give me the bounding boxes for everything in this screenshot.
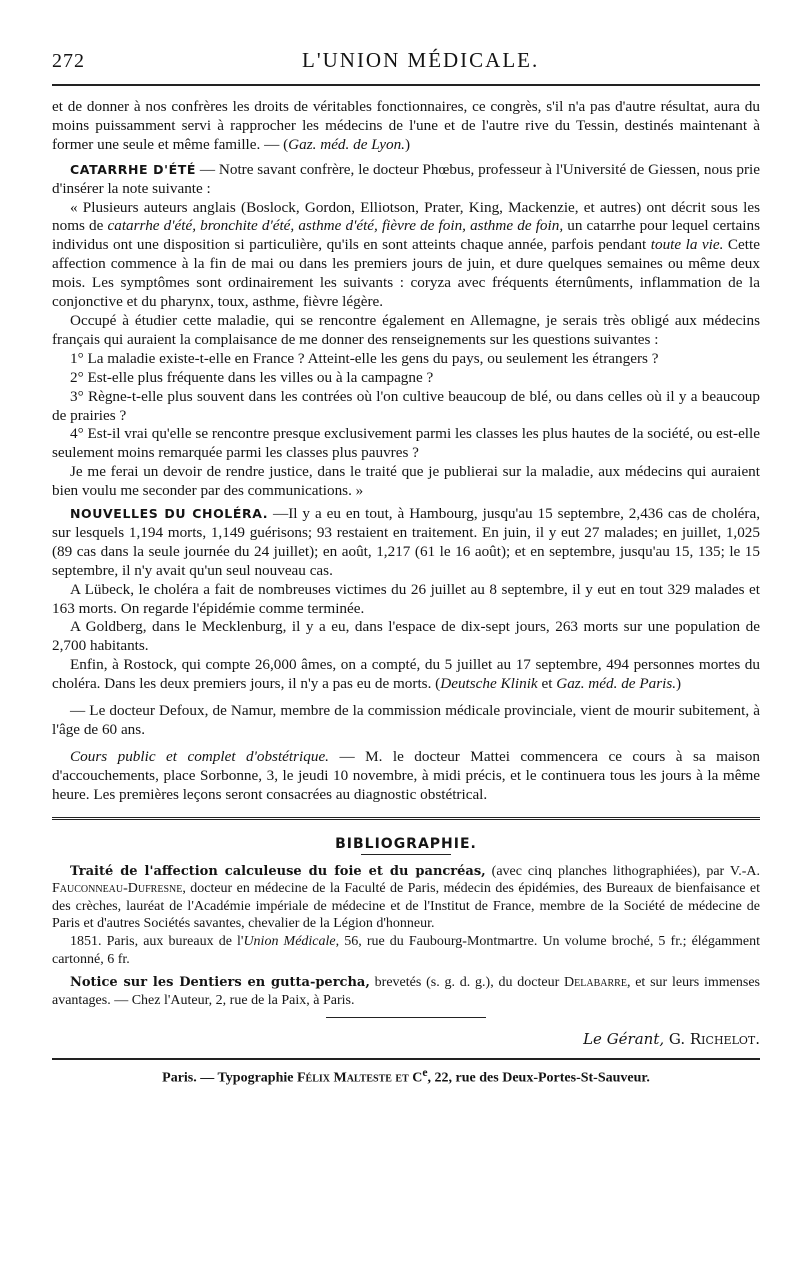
signature: [52, 1030, 760, 1048]
footer-rule: [52, 1058, 760, 1060]
cholera-paragraph-4: [52, 656, 760, 694]
book-title: Traité de l'affection calculeuse du foie et du pancréas,: [70, 863, 486, 879]
paragraph-text: un catarrhe pour lequel certains individus ont une disposition si particulière, qu'ils en sont atteints chaque année, parfois pendant: [52, 217, 760, 254]
bibliography-entry-1-publisher: [52, 933, 760, 968]
footer-superscript: e: [422, 1066, 428, 1080]
cours-paragraph: [52, 748, 760, 805]
course-title: Cours public et complet d'obstétrique.: [70, 747, 329, 765]
printer-name: Félix Malteste et C: [296, 1071, 423, 1087]
question-3: 3° Règne-t-elle plus souvent dans les contrées où l'on cultive beaucoup de blé, ou dans celles où il y a beaucoup de prairies ?: [52, 387, 760, 424]
question-4: 4° Est-il vrai qu'elle se rencontre presque exclusivement parmi les classes les plus hautes de la société, ou est-elle seulement moins remarquée parmi les classes plus pauvres ?: [52, 425, 760, 462]
question-1: 1° La maladie existe-t-elle en France ? Atteint-elle les gens du pays, ou seulement les étrangers ?: [70, 349, 659, 367]
paragraph-text: Enfin, à Rostock, qui compte 26,000 âmes, on a compté, du 5 juillet au 17 septembre, 494 personnes mortes du choléra. Dans les deux premiers jours, il n'y a pas eu de morts. (: [52, 656, 760, 693]
catarrhe-paragraph: Occupé à étudier cette maladie, qui se rencontre également en Allemagne, je serais très obligé aux médecins français qui auraient la complaisance de me donner des renseignements sur les questions suivantes :: [52, 311, 760, 348]
source-citation: Gaz. méd. de Paris.: [556, 675, 677, 693]
paragraph-text: — Notre savant confrère, le docteur Phœbus, professeur à l'Université de Giessen, nous prie d'insérer la note suivante :: [52, 160, 760, 197]
entry-text: brevetés (s. g. d. g.), du docteur: [369, 975, 565, 991]
bibliography-rule: [361, 854, 451, 855]
paragraph-text: Cette affection commence à la fin de mai ou dans les premiers jours de juin, et dure quelques semaines ou même deux mois. Les symptômes sont ordinairement les suivants : coryza avec fréquents éternûments, inflammation de la conjonctive et du pharynx, toux, asthme, fièvre légère.: [52, 236, 760, 311]
section-divider: [52, 817, 760, 820]
signature-name: G. Richelot.: [664, 1030, 760, 1049]
source-citation: Gaz. méd. de Lyon.: [288, 135, 405, 153]
page-number: 272: [52, 50, 85, 72]
emphasis-text: toute la vie.: [650, 236, 724, 254]
paragraph-text: « Plusieurs auteurs anglais (Boslock, Gordon, Elliotson, Prater, King, Mackenzie, et autres) ont décrit sous les noms de: [52, 198, 760, 235]
source-citation: Deutsche Klinik: [440, 675, 538, 693]
page-header: [52, 48, 760, 74]
catarrhe-closing: Je me ferai un devoir de rendre justice, dans le traité que je publierai sur la maladie, aux médecins qui auraient bien voulu me seconder par des communications. »: [52, 463, 760, 500]
running-title: L'UNION MÉDICALE.: [302, 48, 540, 72]
section-heading-cholera: NOUVELLES DU CHOLÉRA.: [70, 506, 269, 522]
printer-footer: [52, 1066, 760, 1087]
disease-names: catarrhe d'été, bronchite d'été, asthme d'été, fièvre de foin, asthme de foin,: [107, 217, 564, 235]
cholera-paragraph-3: A Goldberg, dans le Mecklenburg, il y a eu, dans l'espace de dix-sept jours, 263 morts sur une population de 2,700 habitants.: [52, 618, 760, 655]
bibliography-entry-1: [52, 863, 760, 933]
section-heading-catarrhe: CATARRHE D'ÉTÉ: [70, 161, 196, 177]
author-name: Delabarre: [564, 975, 627, 991]
paragraph-text: et de donner à nos confrères les droits de véritables fonctionnaires, ce congrès, s'il n'a pas d'autre résultat, aura du moins puissamment servi à rapprocher les médecins de l'une et de l'autre rive du Tessin, destinés maintenant à former une seule et même famille. — (: [52, 98, 760, 153]
entry-text: (avec cinq planches lithographiées), par V.-A.: [485, 863, 761, 879]
catarrhe-intro: [52, 161, 760, 199]
paragraph-text: — M. le docteur Mattei commencera ce cours à sa maison d'accouchements, place Sorbonne, 3, le jeudi 10 novembre, à midi précis, et le continuera tous les jours à la même heure. Les premières leçons seront consacrées au diagnostic obstétrical.: [52, 747, 760, 803]
entry-text: , docteur en médecine de la Faculté de Paris, médecin des épidémies, des Bureaux de bienfaisance et des crèches, lauréat de l'Académie impériale de médecine et de l'Institut de France, membre de la Société de médecine de Paris et d'autres Sociétés savantes, chevalier de la Légion d'honneur.: [52, 881, 760, 932]
journal-name: Union Médicale: [243, 934, 336, 949]
book-title: Notice sur les Dentiers en gutta-percha,: [70, 975, 370, 991]
footer-address: , 22, rue des Deux-Portes-St-Sauveur.: [427, 1071, 650, 1087]
paragraph-text: —Il y a eu en tout, à Hambourg, jusqu'au 15 septembre, 2,436 cas de choléra, sur lesquels 1,194 morts, 1,149 guérisons; 93 restaient en traitement. En juin, il y eut 27 malades; en juillet, 1,025 (89 cas dans la seule journée du 24 juillet); en août, 1,217 (61 le 16 août); et en septembre, jusqu'au 15, 135; le 15 septembre, il n'y avait qu'un seul nouveau cas.: [52, 505, 760, 579]
cholera-paragraph-2: A Lübeck, le choléra a fait de nombreuses victimes du 26 juillet au 8 septembre, il y eut en tout 329 malades et 163 morts. On regarde l'épidémie comme terminée.: [52, 580, 760, 617]
entry-divider: [326, 1017, 486, 1018]
header-rule: [52, 84, 760, 86]
entry-text: 1851. Paris, aux bureaux de l': [70, 934, 244, 949]
author-name: Fauconneau-Dufresne: [52, 881, 183, 897]
bibliography-heading: BIBLIOGRAPHIE.: [335, 835, 477, 852]
signature-role: Le Gérant,: [583, 1030, 665, 1049]
cholera-paragraph-1: [52, 505, 760, 581]
paragraph-congress: [52, 98, 760, 155]
bibliography-entry-2: [52, 974, 760, 1009]
paragraph-text: et: [537, 675, 557, 693]
defoux-paragraph: — Le docteur Defoux, de Namur, membre de la commission médicale provinciale, vient de mourir subitement, à l'âge de 60 ans.: [52, 702, 760, 738]
paragraph-end: ): [404, 135, 411, 153]
entry-text: , 56, rue du Faubourg-Montmartre. Un volume broché, 5 fr.; élégamment cartonné, 6 fr.: [52, 934, 760, 967]
entry-text: , et sur leurs immenses avantages. — Chez l'Auteur, 2, rue de la Paix, à Paris.: [52, 975, 760, 1008]
question-2: 2° Est-elle plus fréquente dans les villes ou à la campagne ?: [70, 368, 434, 386]
catarrhe-quote: [52, 199, 760, 312]
paragraph-end: ): [676, 675, 682, 693]
footer-text: Paris. — Typographie: [162, 1071, 297, 1087]
bibliography: [52, 863, 760, 1010]
